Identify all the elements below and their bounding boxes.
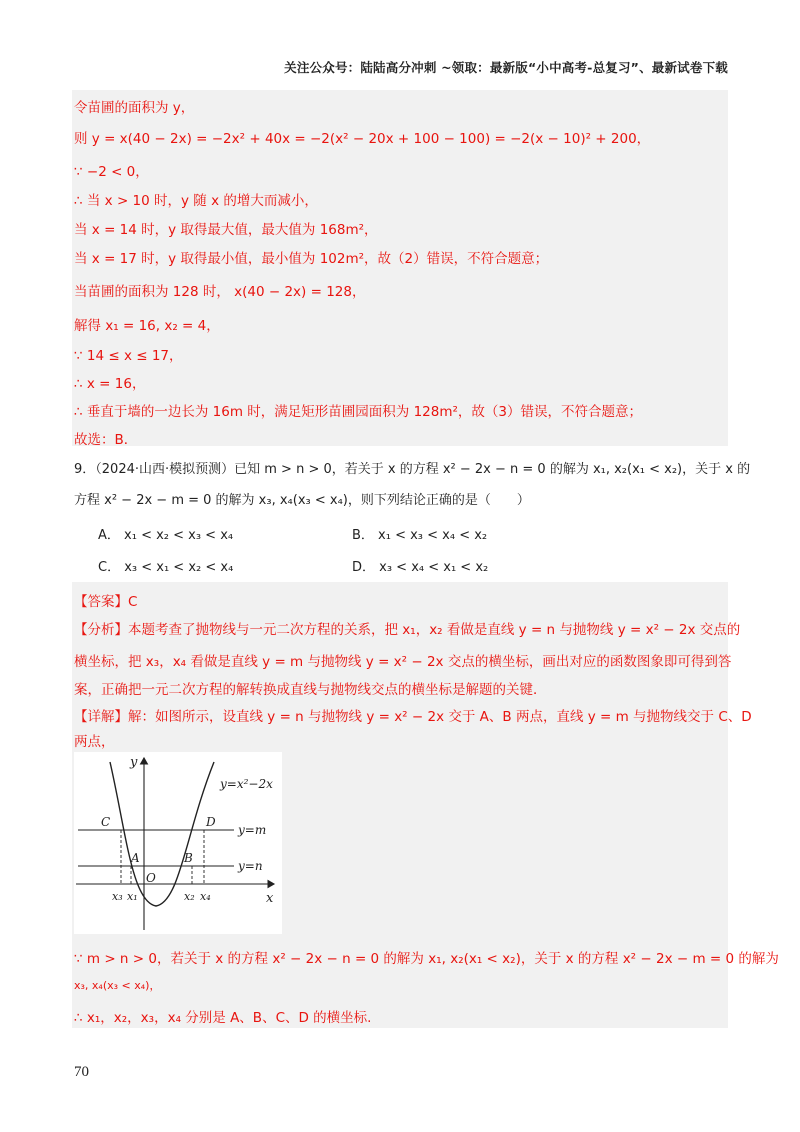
solution-line-6: 当 x = 17 时，y 取得最小值，最小值为 102m²，故（2）错误，不符合题意； [74, 251, 549, 267]
point-c-label: C [101, 815, 111, 829]
page-number: 70 [74, 1064, 89, 1080]
solution-line-3: ∵ −2 < 0， [74, 164, 149, 180]
question-9-line-2: 方程 x² − 2x − m = 0 的解为 x₃, x₄(x₃ < x₄)，则下列结论正确的是（ ） [74, 493, 530, 508]
after-figure-line-2: x₃, x₄(x₃ < x₄)， [74, 979, 161, 992]
option-a[interactable]: A． x₁ < x₂ < x₃ < x₄ [98, 528, 234, 543]
solution-line-10: ∴ x = 16， [74, 376, 146, 392]
after-figure-line-1: ∵ m > n > 0，若关于 x 的方程 x² − 2x − n = 0 的解为 x₁, x₂(x₁ < x₂)，关于 x 的方程 x² − 2x − m = 0 的解为 [74, 951, 779, 967]
page-header: 关注公众号：陆陆高分冲刺 ~领取：最新版“小中高考-总复习”、最新试卷下载 [284, 60, 728, 75]
line-n-label: y=n [238, 859, 263, 873]
solution-line-9: ∵ 14 ≤ x ≤ 17， [74, 348, 183, 364]
y-axis-label: y [130, 755, 138, 770]
question-9-line-1: 9．（2024·山西·模拟预测）已知 m > n > 0，若关于 x 的方程 x² − 2x − n = 0 的解为 x₁, x₂(x₁ < x₂)，关于 x 的 [74, 462, 751, 477]
solution-line-5: 当 x = 14 时，y 取得最大值，最大值为 168m²， [74, 222, 378, 238]
parabola-label: y=x²−2x [220, 777, 273, 791]
option-d[interactable]: D． x₃ < x₄ < x₁ < x₂ [352, 560, 489, 575]
solution-line-8: 解得 x₁ = 16, x₂ = 4， [74, 318, 220, 334]
analysis-line-1: 【分析】本题考查了抛物线与一元二次方程的关系，把 x₁，x₂ 看做是直线 y = n 与抛物线 y = x² − 2x 交点的 [74, 622, 741, 638]
point-d-label: D [206, 815, 216, 829]
detail-line-2: 两点， [74, 734, 115, 750]
solution-line-11: ∴ 垂直于墙的一边长为 16m 时，满足矩形苗圃园面积为 128m²，故（3）错误，不符合题意； [74, 404, 643, 420]
x-axis-label: x [266, 891, 274, 906]
x2-label: x₂ [184, 890, 195, 903]
solution-line-4: ∴ 当 x > 10 时，y 随 x 的增大而减小， [74, 193, 318, 209]
answer-line: 【答案】C [74, 594, 138, 610]
solution-line-2: 则 y = x(40 − 2x) = −2x² + 40x = −2(x² − 20x + 100 − 100) = −2(x − 10)² + 200， [74, 131, 651, 147]
point-b-label: B [184, 851, 193, 865]
x1-label: x₁ [127, 890, 138, 903]
x4-label: x₄ [200, 890, 211, 903]
origin-label: O [146, 871, 156, 885]
option-c[interactable]: C． x₃ < x₁ < x₂ < x₄ [98, 560, 234, 575]
point-a-label: A [131, 851, 140, 865]
analysis-line-3: 案，正确把一元二次方程的解转换成直线与抛物线交点的横坐标是解题的关键． [74, 682, 547, 698]
x3-label: x₃ [112, 890, 123, 903]
after-figure-line-3: ∴ x₁，x₂，x₃，x₄ 分别是 A、B、C、D 的横坐标. [74, 1010, 372, 1026]
option-b[interactable]: B． x₁ < x₃ < x₄ < x₂ [352, 528, 488, 543]
solution-line-12: 故选：B． [74, 432, 138, 448]
line-m-label: y=m [238, 823, 267, 837]
solution-line-7: 当苗圃的面积为 128 时， x(40 − 2x) = 128， [74, 284, 366, 300]
detail-line-1: 【详解】解：如图所示，设直线 y = n 与抛物线 y = x² − 2x 交于 A、B 两点，直线 y = m 与抛物线交于 C、D [74, 709, 752, 725]
analysis-line-2: 横坐标，把 x₃，x₄ 看做是直线 y = m 与抛物线 y = x² − 2x 交点的横坐标，画出对应的函数图象即可得到答 [74, 654, 732, 670]
solution-line-1: 令苗圃的面积为 y， [74, 100, 195, 116]
parabola-figure [74, 752, 282, 934]
